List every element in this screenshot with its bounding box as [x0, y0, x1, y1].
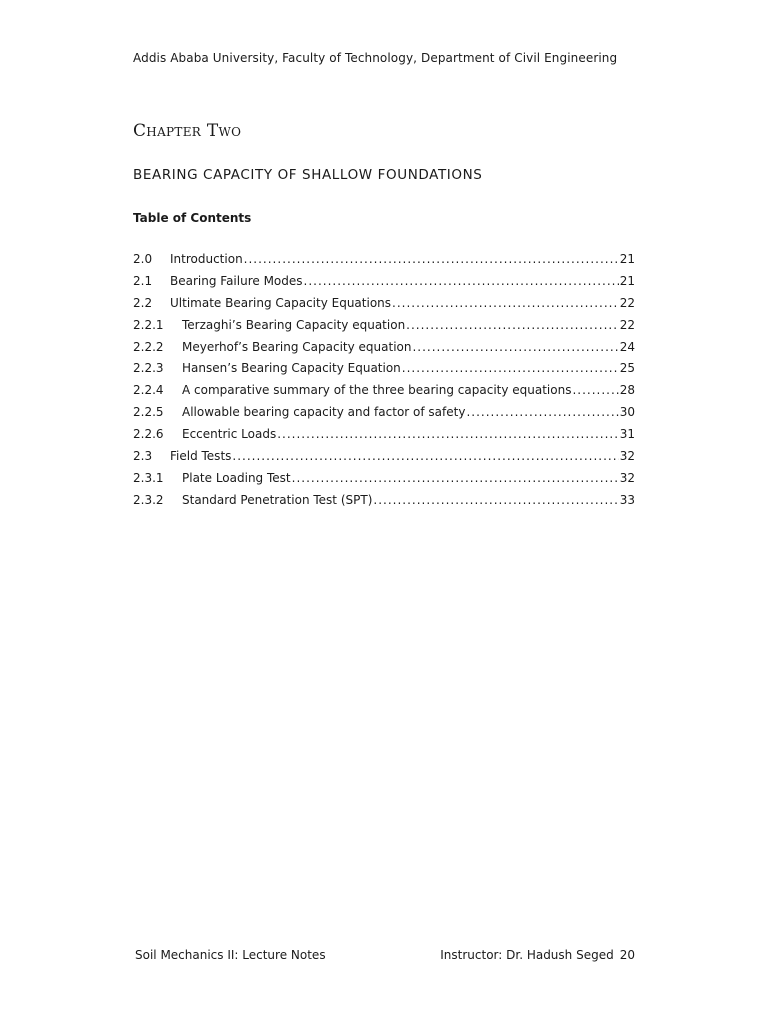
toc-leader-dots — [466, 405, 618, 419]
toc-entry[interactable] — [133, 296, 635, 318]
toc-leader-dots — [373, 493, 618, 507]
toc-leader-dots — [406, 318, 619, 332]
toc-entry[interactable] — [133, 471, 635, 493]
toc-entry-title: Introduction — [170, 252, 243, 266]
toc-entry-number: 2.2 — [133, 295, 153, 310]
toc-leader-dots — [572, 383, 618, 397]
page-header: Addis Ababa University, Faculty of Technology, Department of Civil Engineering — [133, 51, 618, 65]
toc-entry[interactable] — [133, 383, 635, 405]
toc-entry-number: 2.2.4 — [133, 383, 164, 398]
toc-entry[interactable] — [133, 405, 635, 427]
toc-entry[interactable] — [133, 274, 635, 296]
toc-entry-number: 2.2.2 — [133, 339, 164, 354]
toc-entry-number: 2.3.1 — [133, 470, 164, 485]
toc-entry-number: 2.2.3 — [133, 361, 164, 376]
toc-leader-dots — [392, 296, 619, 310]
toc-entry-number: 2.3 — [133, 449, 153, 464]
toc-entry-title: Plate Loading Test — [182, 470, 291, 485]
toc-leader-dots — [277, 427, 619, 441]
footer-instructor — [440, 948, 635, 962]
toc-leader-dots — [292, 471, 619, 485]
toc-entry-page: 25 — [619, 361, 635, 376]
toc-entry-title: Bearing Failure Modes — [170, 273, 303, 288]
toc-entry-number: 2.2.6 — [133, 427, 164, 442]
toc-entry-title: Standard Penetration Test (SPT) — [182, 492, 373, 507]
toc-entry-title: Allowable bearing capacity and factor of safety — [182, 405, 466, 420]
toc-leader-dots — [412, 340, 618, 354]
toc-entry-page: 24 — [619, 339, 635, 354]
toc-entry-number: 2.2.1 — [133, 317, 164, 332]
toc-entry-page: 30 — [619, 405, 635, 420]
toc-heading: Table of Contents — [133, 211, 252, 225]
toc-entry-page: 32 — [619, 470, 635, 485]
toc-entry-number: 2.2.5 — [133, 405, 164, 420]
toc-entry-page: 31 — [619, 427, 635, 442]
toc-entry-page: 21 — [619, 252, 635, 266]
toc-entry-page: 22 — [619, 295, 635, 310]
toc-leader-dots — [304, 274, 619, 288]
toc-leader-dots — [232, 449, 618, 463]
toc-entry-title: Terzaghi’s Bearing Capacity equation — [182, 317, 406, 332]
toc-entry-number: 2.3.2 — [133, 492, 164, 507]
toc-entry[interactable] — [133, 493, 635, 515]
toc-entry-title: Hansen’s Bearing Capacity Equation — [182, 361, 401, 376]
page-number: 20 — [619, 948, 635, 962]
toc-entry-title: Ultimate Bearing Capacity Equations — [170, 295, 392, 310]
toc-entry[interactable] — [133, 361, 635, 383]
table-of-contents — [133, 252, 635, 515]
toc-entry-page: 22 — [619, 317, 635, 332]
toc-entry[interactable] — [133, 427, 635, 449]
toc-entry[interactable] — [133, 252, 635, 274]
toc-entry-page: 33 — [619, 492, 635, 507]
toc-entry-title: Meyerhof’s Bearing Capacity equation — [182, 339, 412, 354]
footer-instructor-name: Instructor: Dr. Hadush Seged — [440, 948, 614, 962]
chapter-title: Chapter Two — [133, 121, 242, 141]
toc-entry-title: Eccentric Loads — [182, 427, 277, 442]
toc-entry-number: 2.0 — [133, 252, 153, 266]
footer-course-title: Soil Mechanics II: Lecture Notes — [135, 948, 326, 962]
toc-entry[interactable] — [133, 318, 635, 340]
toc-entry[interactable] — [133, 340, 635, 362]
toc-leader-dots — [402, 361, 619, 375]
toc-entry-page: 28 — [619, 383, 635, 398]
toc-entry-title: A comparative summary of the three bearing capacity equations — [182, 383, 572, 398]
toc-entry-page: 32 — [619, 449, 635, 464]
toc-leader-dots — [244, 252, 619, 266]
toc-entry-number: 2.1 — [133, 273, 153, 288]
toc-entry[interactable] — [133, 449, 635, 471]
toc-entry-page: 21 — [619, 273, 635, 288]
toc-entry-title: Field Tests — [170, 449, 232, 464]
chapter-subtitle: BEARING CAPACITY OF SHALLOW FOUNDATIONS — [133, 167, 483, 183]
